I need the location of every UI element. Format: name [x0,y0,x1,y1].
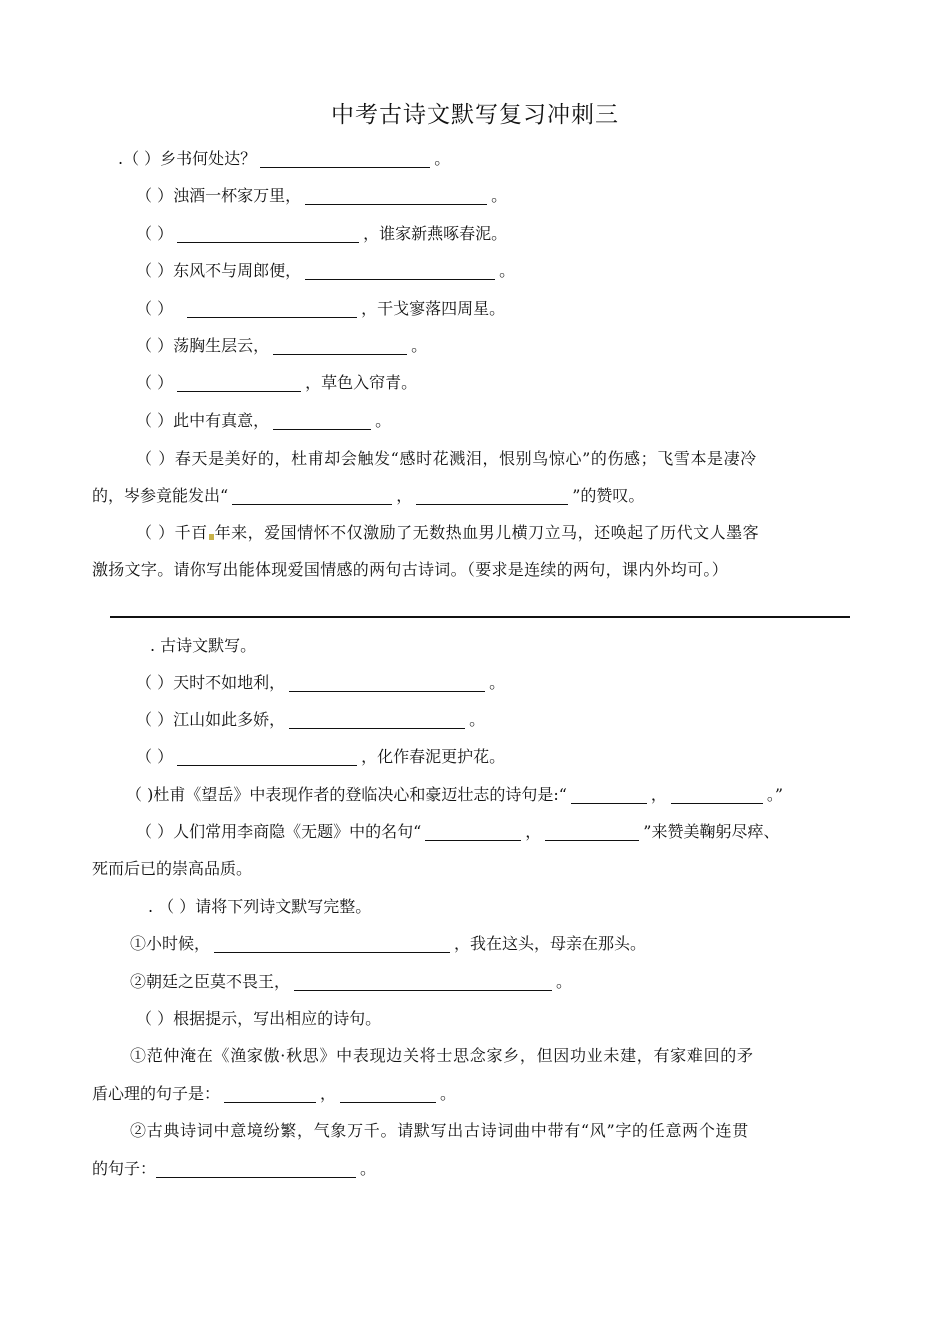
s1-question-5 [136,298,505,320]
answer-blank[interactable] [416,486,568,505]
question-text: （ ）荡胸生层云， [136,336,270,355]
s3-question-1 [130,933,646,955]
answer-blank[interactable] [289,710,465,729]
question-text: ”的赞叹。 [572,486,645,505]
answer-blank[interactable] [340,1084,436,1103]
question-text: 年来，爱国情怀不仅激励了无数热血男儿横刀立马，还唤起了历代文人墨客 [214,523,760,542]
question-text: ， [320,1084,337,1103]
s2-question-5-line1 [136,821,779,843]
question-text: ①小时候， [130,934,211,953]
question-text: ，我在这头，母亲在那头。 [454,934,647,953]
question-text: （ ）江山如此多娇， [136,710,286,729]
answer-blank[interactable] [187,299,357,318]
question-text: 。” [766,785,784,804]
question-text: 。 [469,710,486,729]
question-text: （ ） [136,299,174,318]
answer-blank[interactable] [305,186,487,205]
question-text: ②朝廷之臣莫不畏王， [130,972,291,991]
question-text: 。 [440,1084,457,1103]
s1-question-2 [136,185,507,207]
question-text: （ ）人们常用李商隐《无题》中的名句“ [136,822,422,841]
question-text: 。 [360,1159,377,1178]
s1-question-6 [136,335,427,357]
question-text: 。 [491,186,508,205]
answer-blank[interactable] [224,1084,316,1103]
s3-heading: . （ ）请将下列诗文默写完整。 [148,897,372,916]
question-text: 。 [489,673,506,692]
answer-blank[interactable] [425,822,521,841]
s3-question-2 [130,971,572,993]
question-text: 盾心理的句子是： [92,1084,221,1103]
s2-question-4 [126,784,783,806]
question-text: .（ ）乡书何处达？ [118,149,257,168]
answer-blank[interactable] [232,486,392,505]
question-text: ， [650,785,667,804]
s4-question-1-line1: ①范仲淹在《渔家傲·秋思》中表现边关将士思念家乡，但因功业未建，有家难回的矛 [130,1046,754,1065]
s1-question-10-line1 [136,522,759,544]
s2-question-1 [136,672,505,694]
question-text: （ ）此中有真意， [136,411,270,430]
answer-blank[interactable] [214,934,450,953]
s1-question-7 [136,372,417,394]
s1-question-9-line1: （ ）春天是美好的，杜甫却会触发“感时花溅泪，恨别鸟惊心”的伤感；飞雪本是凄冷 [136,449,757,468]
answer-blank[interactable] [545,822,639,841]
answer-blank[interactable] [273,411,371,430]
s2-question-2 [136,709,485,731]
s1-question-8 [136,410,391,432]
question-text: ，化作春泥更护花。 [361,747,506,766]
s4-question-1-line2 [92,1083,456,1105]
question-text: （ ） [136,224,174,243]
answer-blank[interactable] [294,972,552,991]
s2-question-3 [136,746,505,768]
question-text: ， [525,822,542,841]
s1-question-3 [136,223,507,245]
s4-question-2-line1: ②古典诗词中意境纷繁，气象万千。请默写出古诗词曲中带有“风”字的任意两个连贯 [130,1121,749,1140]
question-text: ，谁家新燕啄春泥。 [363,224,508,243]
answer-blank[interactable] [571,785,647,804]
question-text: 。 [411,336,428,355]
s1-question-1 [118,148,450,170]
answer-blank[interactable] [156,1159,356,1178]
s1-question-10-line2: 激扬文字。请你写出能体现爱国情感的两句古诗词。（要求是连续的两句，课内外均可。） [92,560,729,579]
question-text: 。 [499,261,516,280]
answer-blank[interactable] [177,373,301,392]
question-text: 。 [556,972,573,991]
answer-line[interactable] [110,616,850,618]
question-text: ，草色入帘青。 [305,373,418,392]
s4-question-2-line2 [92,1158,376,1180]
highlight-marker [209,534,214,540]
s2-question-5-line2: 死而后已的崇高品质。 [92,859,253,878]
question-text: （ ）浊酒一杯家万里， [136,186,302,205]
question-text: 的句子： [92,1159,157,1178]
answer-blank[interactable] [289,673,485,692]
s1-question-9-line2 [92,485,644,507]
page-title: 中考古诗文默写复习冲刺三 [331,102,619,128]
question-text: 。 [434,149,451,168]
answer-blank[interactable] [177,224,359,243]
s2-heading: . 古诗文默写。 [150,636,257,655]
question-text: （ ） [136,373,174,392]
question-text: 。 [375,411,392,430]
question-text: （ )杜甫《望岳》中表现作者的登临决心和豪迈壮志的诗句是:“ [126,785,567,804]
question-text: ， [396,486,413,505]
answer-blank[interactable] [305,261,495,280]
question-text: ，干戈寥落四周星。 [361,299,506,318]
question-text: （ ）千百 [136,523,208,542]
question-text: ”来赞美鞠躬尽瘁、 [643,822,780,841]
answer-blank[interactable] [273,336,407,355]
answer-blank[interactable] [260,149,430,168]
s4-heading: （ ）根据提示，写出相应的诗句。 [136,1009,382,1028]
question-text: （ ）天时不如地利， [136,673,286,692]
question-text: 的，岑参竟能发出“ [92,486,229,505]
answer-blank[interactable] [177,747,357,766]
s1-question-4 [136,260,515,282]
answer-blank[interactable] [671,785,763,804]
question-text: （ ）东风不与周郎便， [136,261,302,280]
question-text: （ ） [136,747,174,766]
